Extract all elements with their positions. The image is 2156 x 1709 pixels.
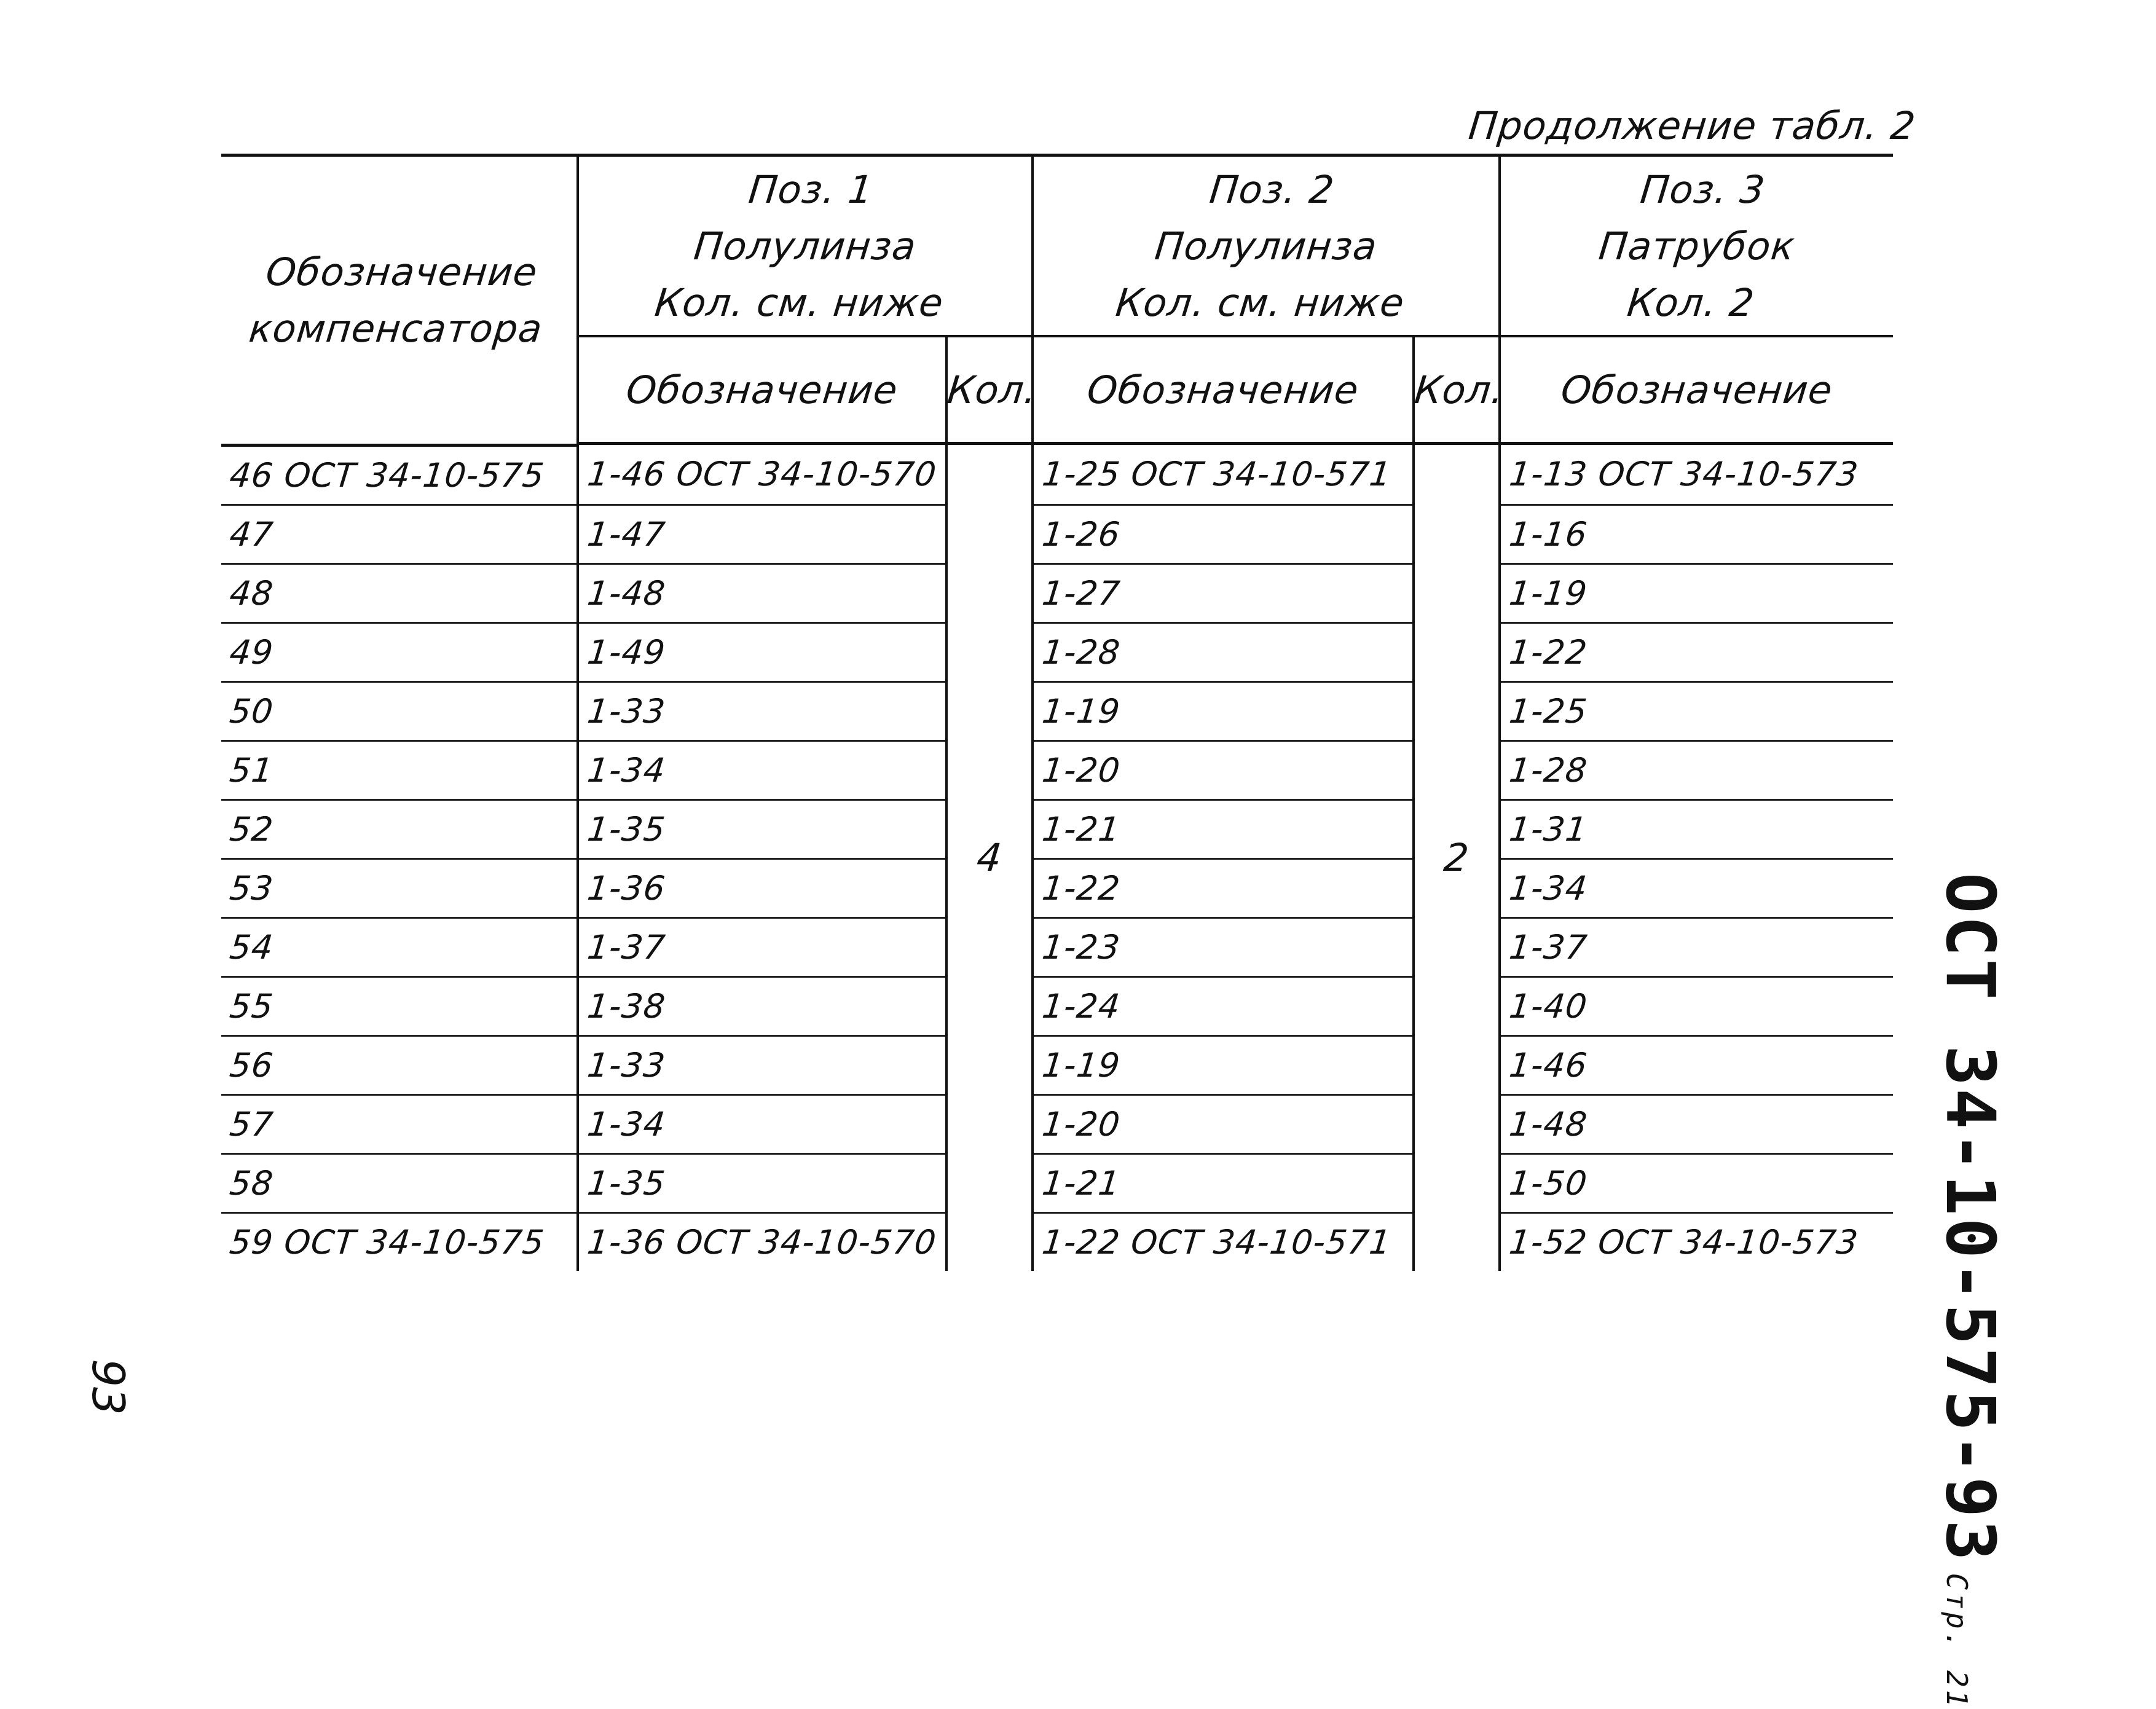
pos1-designation: 1-47 <box>575 505 950 564</box>
header-pos1-name: Полулинза <box>691 223 919 268</box>
pos1-designation: 1-48 <box>575 564 950 623</box>
pos3-designation: 1-34 <box>1497 858 1896 917</box>
pos2-designation: 1-23 <box>1029 917 1417 976</box>
pos2-designation: 1-25 ОСТ 34-10-571 <box>1029 445 1417 505</box>
pos2-designation: 1-28 <box>1029 623 1417 682</box>
pos3-designation: 1-50 <box>1497 1153 1896 1212</box>
pos2-designation: 1-21 <box>1029 799 1417 858</box>
header-compensator-designation <box>206 155 592 444</box>
table-row <box>221 741 1893 799</box>
pos3-designation: 1-48 <box>1497 1094 1896 1153</box>
header-pos3-name: Патрубок <box>1597 223 1798 268</box>
header-pos2-number: Поз. 2 <box>1207 167 1337 211</box>
table-caption: Продолжение табл. 2 <box>1466 103 1918 148</box>
compensator-designation: 59 ОСТ 34-10-575 <box>227 1222 546 1262</box>
subheader-pos2-designation: Обозначение <box>1027 336 1419 444</box>
pos1-designation: 1-34 <box>575 741 950 799</box>
pos3-designation: 1-40 <box>1497 976 1896 1035</box>
compensator-designation: 53 <box>218 858 581 917</box>
pos1-designation: 1-35 <box>575 1153 950 1212</box>
compensator-designation: 56 <box>218 1035 581 1094</box>
compensator-designation: 48 <box>218 564 581 623</box>
table-row <box>221 1094 1893 1153</box>
pos1-designation: 1-37 <box>575 917 950 976</box>
pos2-designation: 1-21 <box>1029 1153 1417 1212</box>
compensator-designation: 50 <box>218 682 581 741</box>
pos1-designation: 1-33 <box>575 682 950 741</box>
pos3-designation: 1-37 <box>1497 917 1896 976</box>
pos3-designation: 1-25 <box>1497 682 1896 741</box>
header-pos1-number: Поз. 1 <box>746 167 876 211</box>
pos1-designation: 1-46 ОСТ 34-10-570 <box>575 445 950 505</box>
pos3-designation: 1-16 <box>1497 505 1896 564</box>
header-pos3-number: Поз. 3 <box>1638 167 1768 211</box>
pos1-designation: 1-36 ОСТ 34-10-570 <box>575 1212 950 1271</box>
subheader-pos1-qty: Кол. <box>941 336 1038 444</box>
header-pos2 <box>1023 155 1509 337</box>
table-row <box>221 564 1893 623</box>
pos2-designation: 1-20 <box>1029 1094 1417 1153</box>
table-row <box>221 858 1893 917</box>
spec-table <box>221 154 1893 1271</box>
table-row <box>221 1212 1893 1271</box>
table-row <box>221 917 1893 976</box>
pos1-designation: 1-38 <box>575 976 950 1035</box>
pos2-designation: 1-22 <box>1029 858 1417 917</box>
pos2-designation: 1-20 <box>1029 741 1417 799</box>
compensator-designation: 46 ОСТ 34-10-575 <box>218 445 581 505</box>
pos3-designation: 1-31 <box>1497 799 1896 858</box>
compensator-designation: 54 <box>218 917 581 976</box>
pos1-designation: 1-33 <box>575 1035 950 1094</box>
pos1-designation: 1-49 <box>575 623 950 682</box>
compensator-designation: 47 <box>218 505 581 564</box>
table-row <box>221 505 1893 564</box>
pos2-designation: 1-22 ОСТ 34-10-571 <box>1040 1222 1393 1262</box>
table-row <box>221 799 1893 858</box>
compensator-designation: 55 <box>218 976 581 1035</box>
pos1-designation: 1-34 <box>575 1094 950 1153</box>
pos1-designation: 1-36 <box>575 858 950 917</box>
header-pos3 <box>1490 155 1903 337</box>
pos2-designation: 1-26 <box>1029 505 1417 564</box>
table-row <box>221 623 1893 682</box>
side-document-code <box>1931 873 2010 1709</box>
document-code: ОСТ 34-10-575-93 <box>1931 873 2010 1563</box>
compensator-designation: 49 <box>218 623 581 682</box>
table-row <box>221 1035 1893 1094</box>
page-number: 93 <box>82 1359 134 1415</box>
subheader-pos3-designation: Обозначение <box>1494 336 1898 444</box>
header-compensator-line1: Обозначение <box>264 249 540 294</box>
pos2-designation: 1-24 <box>1029 976 1417 1035</box>
pos2-designation: 1-19 <box>1029 682 1417 741</box>
pos1-qty: 4 <box>903 445 1076 1271</box>
table-row <box>221 1153 1893 1212</box>
pos2-qty: 2 <box>1370 445 1543 1271</box>
compensator-designation: 57 <box>218 1094 581 1153</box>
side-code-text <box>1931 873 2010 1709</box>
pos3-designation: 1-19 <box>1497 564 1896 623</box>
pos3-designation: 1-46 <box>1497 1035 1896 1094</box>
pos3-designation: 1-22 <box>1497 623 1896 682</box>
pos3-designation: 1-28 <box>1497 741 1896 799</box>
compensator-designation: 52 <box>218 799 581 858</box>
header-pos1 <box>569 155 1042 337</box>
pos2-designation: 1-19 <box>1029 1035 1417 1094</box>
pos1-designation: 1-35 <box>575 799 950 858</box>
spec-table-wrap <box>221 154 1893 1271</box>
header-compensator-line2: компенсатора <box>246 305 545 351</box>
header-pos3-qty-note: Кол. 2 <box>1625 280 1757 324</box>
page-reference: Стр. 21 <box>1940 1573 1973 1709</box>
header-pos2-name: Полулинза <box>1152 223 1380 268</box>
subheader-pos1-designation: Обозначение <box>572 336 952 444</box>
table-row <box>221 976 1893 1035</box>
header-pos1-qty-note: Кол. см. ниже <box>652 280 946 324</box>
table-row <box>221 682 1893 741</box>
header-pos2-qty-note: Кол. см. ниже <box>1113 280 1407 324</box>
table-row <box>221 445 1893 505</box>
subheader-pos2-qty: Кол. <box>1408 336 1505 444</box>
pos2-designation: 1-27 <box>1029 564 1417 623</box>
compensator-designation: 51 <box>218 741 581 799</box>
pos3-designation: 1-52 ОСТ 34-10-573 <box>1507 1222 1860 1262</box>
pos3-designation: 1-13 ОСТ 34-10-573 <box>1497 445 1896 505</box>
spec-table-body <box>221 445 1893 1271</box>
compensator-designation: 58 <box>218 1153 581 1212</box>
